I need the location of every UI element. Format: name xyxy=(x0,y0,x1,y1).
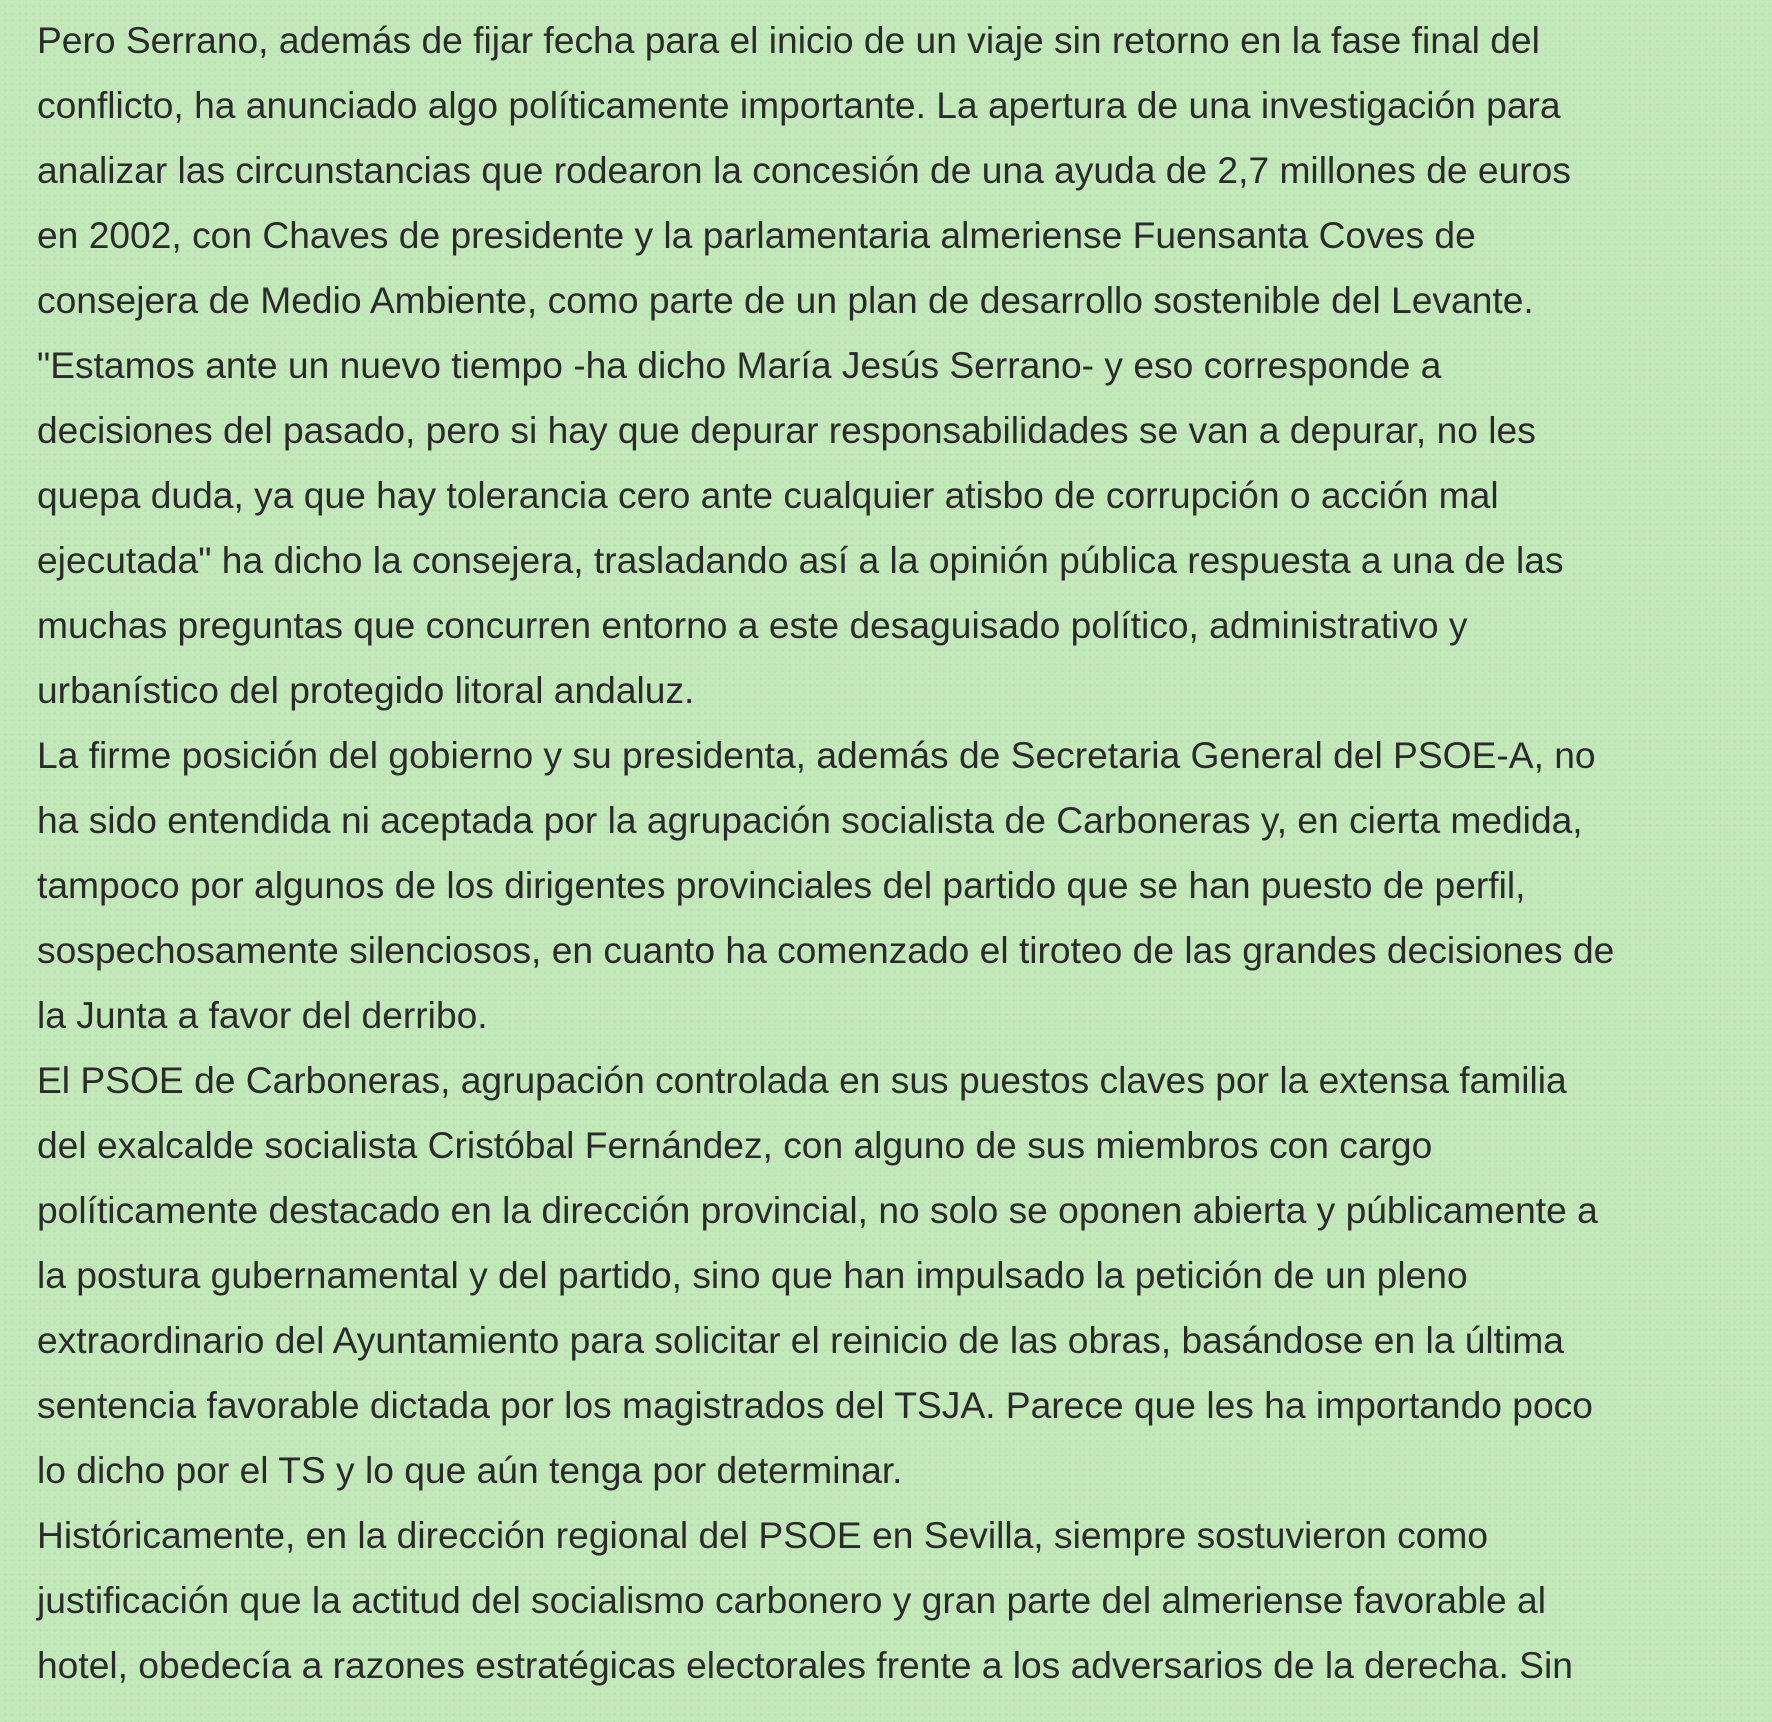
article-line-22: sentencia favorable dictada por los magistrados del TSJA. Parece que les ha importando poco xyxy=(37,1384,1593,1426)
article-line-2: conflicto, ha anunciado algo políticamente importante. La apertura de una investigación para xyxy=(37,84,1561,126)
article-line-23: lo dicho por el TS y lo que aún tenga por determinar. xyxy=(37,1449,903,1491)
article-line-20: la postura gubernamental y del partido, sino que han impulsado la petición de un pleno xyxy=(37,1254,1468,1296)
article-line-17: El PSOE de Carboneras, agrupación controlada en sus puestos claves por la extensa familia xyxy=(37,1059,1567,1101)
article-line-18: del exalcalde socialista Cristóbal Fernández, con alguno de sus miembros con cargo xyxy=(37,1124,1433,1166)
article-line-9: ejecutada" ha dicho la consejera, trasladando así a la opinión pública respuesta a una de las xyxy=(37,539,1564,581)
article-line-6: "Estamos ante un nuevo tiempo -ha dicho María Jesús Serrano- y eso corresponde a xyxy=(37,344,1442,386)
article-line-5: consejera de Medio Ambiente, como parte de un plan de desarrollo sostenible del Levante. xyxy=(37,279,1534,321)
article-line-15: sospechosamente silenciosos, en cuanto ha comenzado el tiroteo de las grandes decisiones de xyxy=(37,929,1615,971)
article-line-12: La firme posición del gobierno y su presidenta, además de Secretaria General del PSOE-A, no xyxy=(37,734,1596,776)
article-line-19: políticamente destacado en la dirección provincial, no solo se oponen abierta y públicamente a xyxy=(37,1189,1598,1231)
article-line-7: decisiones del pasado, pero si hay que depurar responsabilidades se van a depurar, no les xyxy=(37,409,1536,451)
article-line-21: extraordinario del Ayuntamiento para solicitar el reinicio de las obras, basándose en la última xyxy=(37,1319,1564,1361)
article-line-3: analizar las circunstancias que rodearon la concesión de una ayuda de 2,7 millones de euros xyxy=(37,149,1571,191)
article-line-25: justificación que la actitud del socialismo carbonero y gran parte del almeriense favorable al xyxy=(37,1579,1546,1621)
article-line-4: en 2002, con Chaves de presidente y la parlamentaria almeriense Fuensanta Coves de xyxy=(37,214,1476,256)
article-line-10: muchas preguntas que concurren entorno a este desaguisado político, administrativo y xyxy=(37,604,1468,646)
article-line-13: ha sido entendida ni aceptada por la agrupación socialista de Carboneras y, en cierta medida, xyxy=(37,799,1583,841)
article-line-14: tampoco por algunos de los dirigentes provinciales del partido que se han puesto de perfil, xyxy=(37,864,1526,906)
article-line-1: Pero Serrano, además de fijar fecha para el inicio de un viaje sin retorno en la fase final del xyxy=(37,19,1540,61)
article-line-16: la Junta a favor del derribo. xyxy=(37,994,488,1036)
article-line-8: quepa duda, ya que hay tolerancia cero ante cualquier atisbo de corrupción o acción mal xyxy=(37,474,1499,516)
article-line-26: hotel, obedecía a razones estratégicas electorales frente a los adversarios de la derecha. Sin xyxy=(37,1644,1573,1686)
article-body xyxy=(37,8,1757,1698)
article-line-11: urbanístico del protegido litoral andaluz. xyxy=(37,669,695,711)
article-line-24: Históricamente, en la dirección regional del PSOE en Sevilla, siempre sostuvieron como xyxy=(37,1514,1489,1556)
